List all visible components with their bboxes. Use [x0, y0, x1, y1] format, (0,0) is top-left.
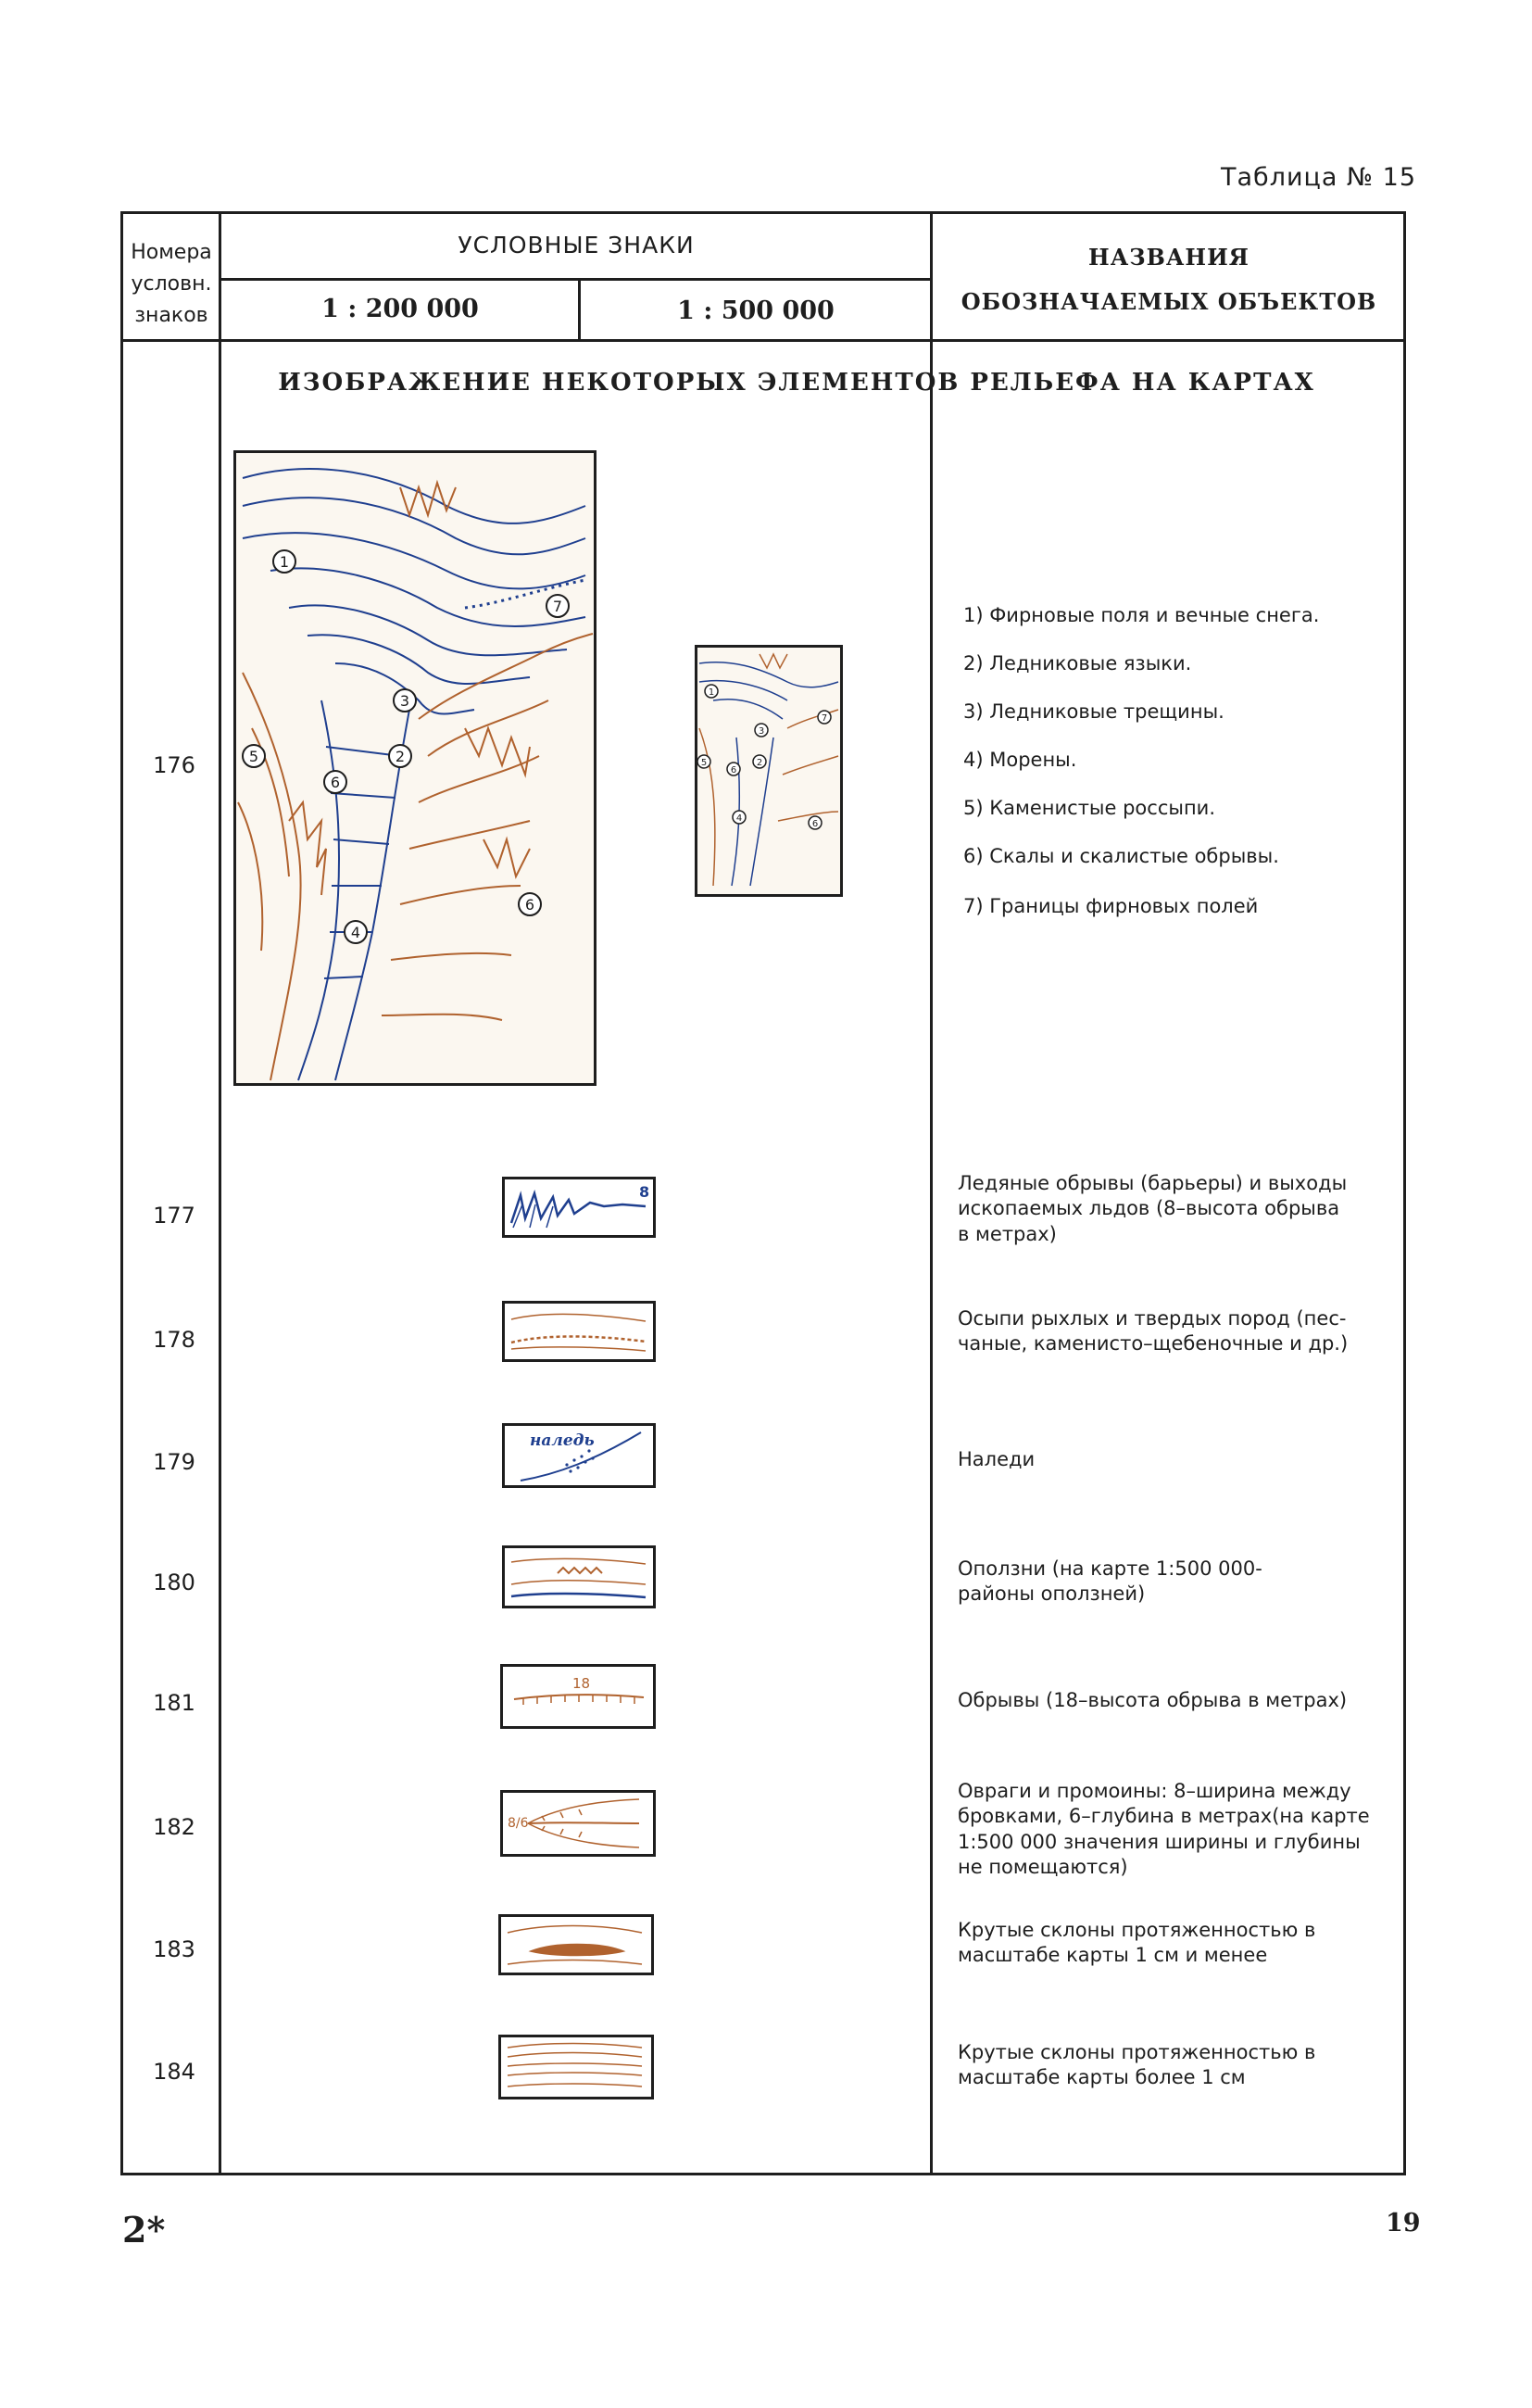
table-number-label: Таблица № 15 [1221, 163, 1417, 192]
svg-text:3: 3 [758, 726, 765, 737]
marker-6a: 6 [330, 774, 341, 791]
marker-2: 2 [395, 748, 406, 765]
legend-176-item-4: 4) Морены. [963, 749, 1077, 771]
symbol-scree [502, 1301, 656, 1362]
marker-3: 3 [399, 692, 410, 710]
row-desc-184-line2: масштабе карты более 1 см [958, 2066, 1246, 2089]
col-divider-scales [578, 280, 581, 341]
row-desc-184-line1: Крутые склоны протяженностью в [958, 2041, 1316, 2063]
row-desc-182-line1: Овраги и промоины: 8–ширина между [958, 1780, 1351, 1802]
row-desc-179-line1: Наледи [958, 1448, 1036, 1470]
symbol-ice-cliff [502, 1177, 656, 1238]
page-number: 19 [1386, 2209, 1421, 2238]
marker-1: 1 [279, 553, 290, 571]
glacier-map-200000 [233, 450, 596, 1086]
row-desc-182 [958, 1779, 1393, 1880]
row-number-180: 180 [153, 1570, 195, 1595]
symbol-ice-cliff-label: 8 [639, 1183, 650, 1201]
row-number-178: 178 [153, 1327, 195, 1353]
row-desc-181-line1: Обрывы (18–высота обрыва в метрах) [958, 1689, 1348, 1711]
row-desc-177 [958, 1171, 1393, 1247]
legend-176-item-7: 7) Границы фирновых полей [963, 895, 1259, 917]
legend-176-item-2: 2) Ледниковые языки. [963, 652, 1192, 674]
symbol-ravine [500, 1790, 656, 1857]
legend-176-item-5: 5) Каменистые россыпи. [963, 797, 1216, 819]
header-scale-500000: 1 : 500 000 [677, 296, 835, 325]
row-number-182: 182 [153, 1814, 195, 1840]
row-number-184: 184 [153, 2059, 195, 2085]
symbol-cliff [500, 1664, 656, 1729]
row-desc-180 [958, 1557, 1393, 1607]
header-col-names [934, 235, 1404, 324]
row-desc-184 [958, 2040, 1393, 2091]
header-col-names-line2: ОБОЗНАЧАЕМЫХ ОБЪЕКТОВ [961, 288, 1377, 315]
row-desc-182-line2: бровками, 6–глубина в метрах(на карте [958, 1805, 1370, 1828]
row-desc-180-line2: районы оползней) [958, 1582, 1146, 1606]
header-col-number-line3: знаков [134, 304, 208, 328]
row-desc-182-line3: 1:500 000 значения ширины и глубины [958, 1830, 1361, 1853]
symbol-steep-slope-short [498, 1914, 654, 1975]
header-col-symbols: УСЛОВНЫЕ ЗНАКИ [458, 232, 695, 258]
row-desc-183 [958, 1918, 1393, 1969]
svg-text:6: 6 [730, 765, 737, 775]
row-number-179: 179 [153, 1449, 195, 1475]
marker-7: 7 [552, 598, 563, 615]
row-number-181: 181 [153, 1690, 195, 1716]
symbol-naled-label: наледь [530, 1431, 595, 1450]
row-desc-179 [958, 1447, 1393, 1472]
row-number-177: 177 [153, 1203, 195, 1229]
symbol-landslide [502, 1545, 656, 1608]
row-desc-178-line1: Осыпи рыхлых и твердых пород (пес- [958, 1307, 1347, 1330]
svg-text:6: 6 [811, 819, 819, 829]
row-desc-183-line1: Крутые склоны протяженностью в [958, 1919, 1316, 1941]
col-divider-symbols [930, 211, 933, 2175]
row-desc-182-line4: не помещаются) [958, 1855, 1128, 1878]
row-number-176: 176 [153, 752, 195, 778]
legend-176-item-3: 3) Ледниковые трещины. [963, 700, 1224, 723]
marker-6b: 6 [524, 896, 535, 914]
svg-text:7: 7 [821, 713, 828, 724]
header-bottom-line [120, 339, 1406, 342]
row-desc-177-line3: в метрах) [958, 1222, 1057, 1245]
header-col-names-line1: НАЗВАНИЯ [1088, 244, 1249, 271]
legend-176-item-6: 6) Скалы и скалистые обрывы. [963, 845, 1279, 867]
marker-4: 4 [350, 924, 361, 941]
header-subdivider [219, 278, 932, 281]
svg-text:2: 2 [756, 758, 763, 768]
row-desc-180-line1: Оползни (на карте 1:500 000- [958, 1557, 1262, 1580]
symbol-ravine-label: 8/6 [508, 1816, 529, 1831]
symbol-steep-slope-long [498, 2035, 654, 2099]
marker-5: 5 [248, 748, 259, 765]
svg-text:5: 5 [700, 758, 708, 768]
svg-text:1: 1 [708, 687, 715, 698]
row-desc-177-line1: Ледяные обрывы (барьеры) и выходы [958, 1172, 1348, 1194]
row-desc-177-line2: ископаемых льдов (8–высота обрыва [958, 1197, 1340, 1220]
legend-176-item-1: 1) Фирновые поля и вечные снега. [963, 604, 1320, 626]
row-desc-181 [958, 1688, 1393, 1713]
symbol-cliff-label: 18 [572, 1675, 591, 1692]
row-desc-178 [958, 1306, 1393, 1357]
symbol-naled [502, 1423, 656, 1488]
signature-mark: 2* [122, 2209, 166, 2250]
section-title: ИЗОБРАЖЕНИЕ НЕКОТОРЫХ ЭЛЕМЕНТОВ РЕЛЬЕФА НА КАРТАХ [278, 369, 1315, 397]
header-col-number-line1: Номера [131, 241, 212, 264]
header-col-number-line2: условн. [131, 272, 212, 296]
row-desc-183-line2: масштабе карты 1 см и менее [958, 1944, 1268, 1967]
col-divider-number [219, 211, 221, 2175]
row-number-183: 183 [153, 1936, 195, 1962]
header-scale-200000: 1 : 200 000 [321, 295, 479, 323]
row-desc-178-line2: чаные, каменисто–щебеночные и др.) [958, 1332, 1349, 1355]
svg-text:4: 4 [735, 813, 743, 824]
glacier-map-500000 [695, 645, 843, 897]
header-col-number [124, 237, 219, 332]
